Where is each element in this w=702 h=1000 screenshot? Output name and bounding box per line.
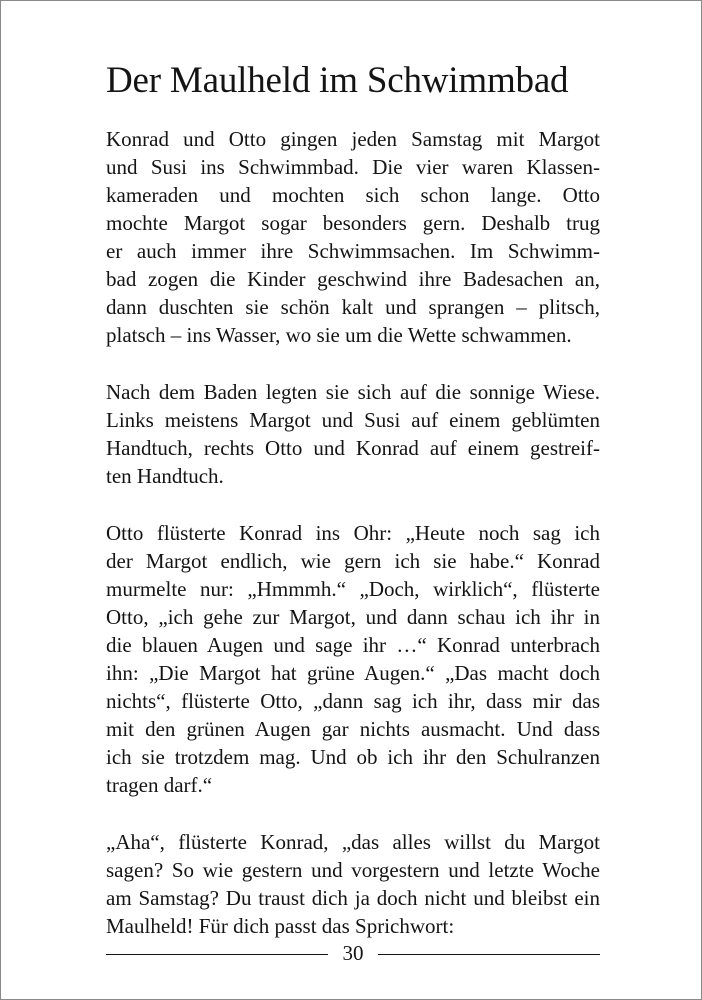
text-line: Maulheld! Für dich passt das Sprichwort: — [106, 914, 455, 938]
text-line: murmelte nur: „Hmmmh.“ „Doch, wirklich“, flüsterte — [106, 577, 600, 601]
text-line: mit den grünen Augen gar nichts ausmacht. Und dass — [106, 717, 600, 741]
paragraph-4 — [106, 828, 600, 940]
text-line: sagen? So wie gestern und vorgestern und letzte Woche — [106, 858, 600, 882]
text-line: Konrad und Otto gingen jeden Samstag mit Margot — [106, 127, 600, 151]
text-line: platsch – ins Wasser, wo sie um die Wette schwammen. — [106, 323, 572, 347]
text-line: „Aha“, flüsterte Konrad, „das alles willst du Margot — [106, 830, 600, 854]
text-line: Otto, „ich gehe zur Margot, und dann schau ich ihr in — [106, 605, 600, 629]
footer-rule-right — [378, 954, 600, 955]
page-content — [106, 56, 600, 969]
text-line: dann duschten sie schön kalt und sprangen – plitsch, — [106, 295, 600, 319]
text-line: nichts“, flüsterte Otto, „dann sag ich ihr, dass mir das — [106, 689, 600, 713]
chapter-title: Der Maulheld im Schwimmbad — [106, 60, 569, 101]
body-text — [106, 125, 600, 940]
text-line: Links meistens Margot und Susi auf einem geblümten — [106, 408, 600, 432]
text-line: und Susi ins Schwimmbad. Die vier waren Klassen- — [106, 155, 600, 179]
text-line: Nach dem Baden legten sie sich auf die sonnige Wiese. — [106, 380, 600, 404]
text-line: ten Handtuch. — [106, 464, 224, 488]
page-footer — [106, 938, 600, 968]
text-line: ich sie trotzdem mag. Und ob ich ihr den Schulranzen — [106, 745, 600, 769]
paragraph-1 — [106, 125, 600, 349]
footer-rule-left — [106, 954, 328, 955]
text-line: kameraden und mochten sich schon lange. Otto — [106, 183, 600, 207]
text-line: er auch immer ihre Schwimmsachen. Im Schwimm- — [106, 239, 600, 263]
text-line: am Samstag? Du traust dich ja doch nicht und bleibst ein — [106, 886, 600, 910]
text-line: Otto flüsterte Konrad ins Ohr: „Heute noch sag ich — [106, 521, 600, 545]
text-line: Handtuch, rechts Otto und Konrad auf einem gestreif- — [106, 436, 600, 460]
text-line: bad zogen die Kinder geschwind ihre Badesachen an, — [106, 267, 600, 291]
paragraph-2 — [106, 378, 600, 490]
paragraph-3 — [106, 519, 600, 799]
text-line: mochte Margot sogar besonders gern. Deshalb trug — [106, 211, 600, 235]
text-line: der Margot endlich, wie gern ich sie habe.“ Konrad — [106, 549, 600, 573]
text-line: tragen darf.“ — [106, 773, 213, 797]
text-line: die blauen Augen und sage ihr …“ Konrad unterbrach — [106, 633, 600, 657]
page-number: 30 — [342, 941, 364, 965]
text-line: ihn: „Die Margot hat grüne Augen.“ „Das macht doch — [106, 661, 600, 685]
